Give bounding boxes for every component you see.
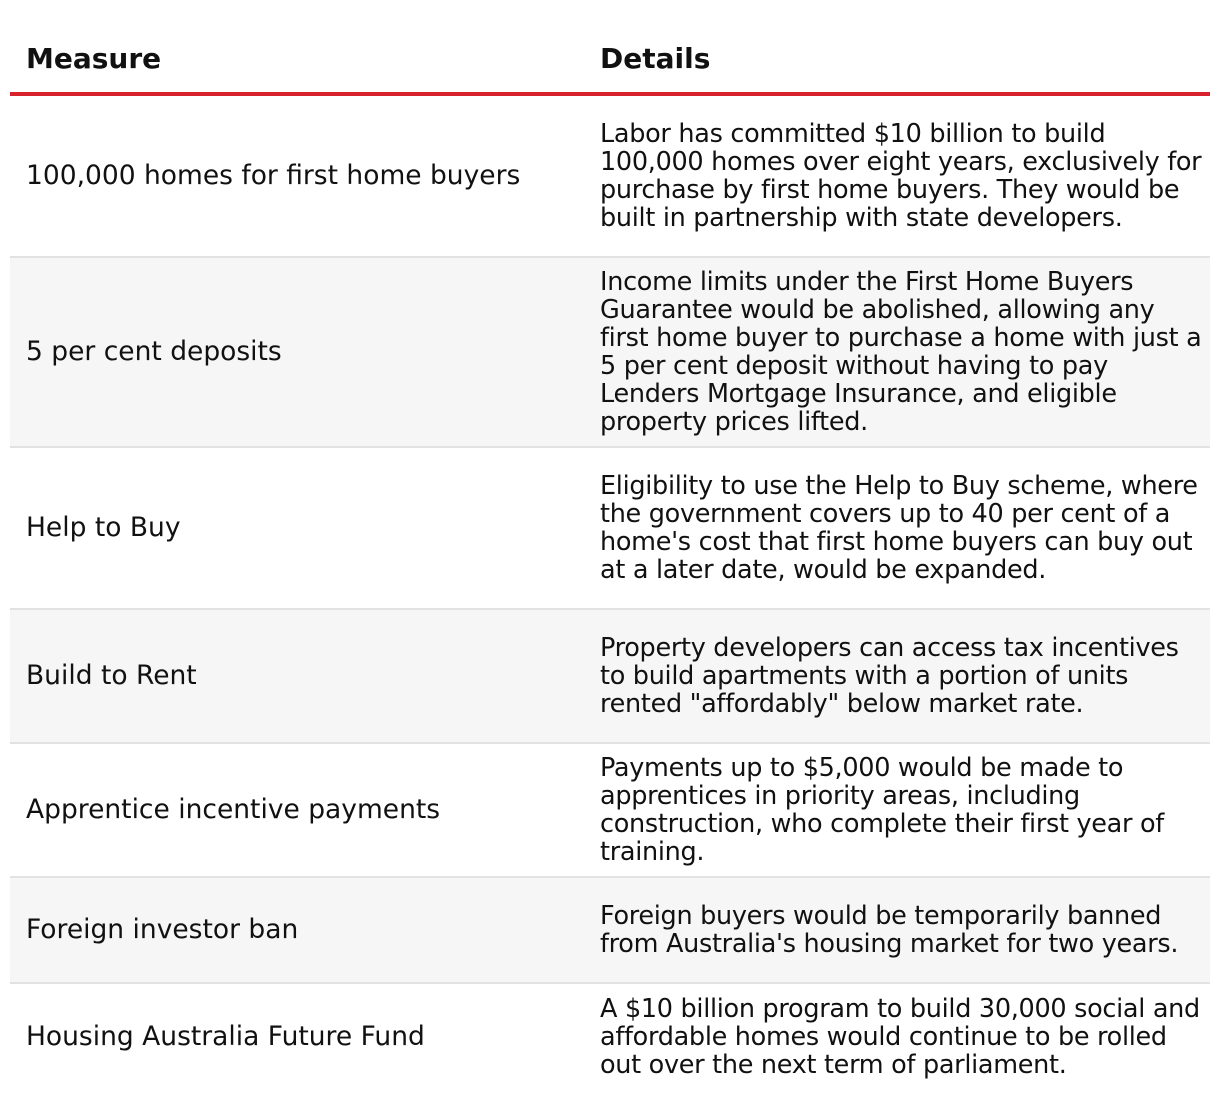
measure-cell: Housing Australia Future Fund (26, 1021, 425, 1052)
header-details: Details (600, 42, 711, 75)
details-cell: Payments up to $5,000 would be made to apprentices in priority areas, including construction, who complete their first year of training. (600, 753, 1164, 867)
table-row (10, 96, 1210, 258)
measure-cell: Apprentice incentive payments (26, 794, 441, 825)
housing-measures-table (10, 0, 1210, 1090)
measure-cell: Build to Rent (26, 660, 197, 691)
table-row (10, 984, 1210, 1090)
header-measure: Measure (26, 42, 162, 75)
table-row (10, 448, 1210, 610)
table-header (10, 0, 1210, 96)
measure-cell: 5 per cent deposits (26, 336, 282, 367)
details-cell: Eligibility to use the Help to Buy scheme, where the government covers up to 40 per cent of a home's cost that first home buyers can buy out at a later date, would be expanded. (600, 471, 1198, 585)
table-row (10, 610, 1210, 744)
table-row (10, 744, 1210, 878)
details-cell: Foreign buyers would be temporarily banned from Australia's housing market for two years. (600, 901, 1179, 959)
details-cell: Property developers can access tax incentives to build apartments with a portion of units rented "affordably" below market rate. (600, 633, 1179, 719)
table-body (10, 96, 1210, 1090)
details-cell: Income limits under the First Home Buyers Guarantee would be abolished, allowing any first home buyer to purchase a home with just a 5 per cent deposit without having to pay Lenders Mortgage Insurance, and eligible property prices lifted. (600, 267, 1202, 437)
details-cell: Labor has committed $10 billion to build 100,000 homes over eight years, exclusively for purchase by first home buyers. They would be built in partnership with state developers. (600, 119, 1202, 233)
measure-cell: Foreign investor ban (26, 914, 299, 945)
measure-cell: 100,000 homes for first home buyers (26, 160, 521, 191)
table-row (10, 878, 1210, 984)
measure-cell: Help to Buy (26, 512, 181, 543)
details-cell: A $10 billion program to build 30,000 social and affordable homes would continue to be rolled out over the next term of parliament. (600, 994, 1200, 1080)
table-row (10, 258, 1210, 448)
